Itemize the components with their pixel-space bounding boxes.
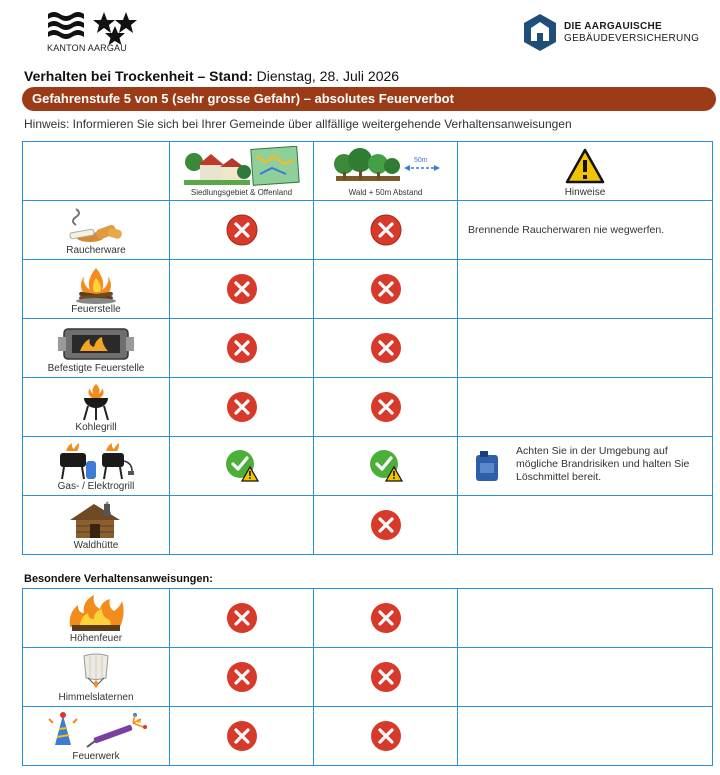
header-row [23, 142, 713, 201]
settlement-status-cell [170, 201, 314, 260]
forbidden-icon [226, 273, 258, 305]
activity-cell [23, 437, 170, 496]
settlement-status-cell [170, 589, 314, 648]
warning-icon [565, 148, 605, 189]
charcoal-grill-icon [76, 382, 116, 427]
activity-cell [23, 707, 170, 766]
kanton-label: KANTON AARGAU [47, 43, 127, 53]
activity-label: Waldhütte [73, 540, 119, 551]
forbidden-icon [370, 391, 402, 423]
activity-label: Feuerstelle [71, 304, 121, 315]
note-cell [458, 589, 713, 648]
settlement-status-cell [170, 496, 314, 555]
table-row [23, 648, 713, 707]
forbidden-icon [370, 214, 402, 246]
note-cell [458, 201, 713, 260]
allowed-caution-icon [225, 449, 259, 483]
fireworks-icon [41, 711, 151, 756]
settlement-status-cell [170, 707, 314, 766]
special-table [22, 588, 713, 766]
activity-label: Höhenfeuer [69, 633, 123, 644]
campfire-icon [71, 264, 121, 309]
fire-pit-icon [56, 323, 136, 368]
header-col-settlement-label: Siedlungsgebiet & Offenland [190, 188, 293, 197]
activity-label: Feuerwerk [72, 751, 120, 762]
header-col-forest-label: Wald + 50m Abstand [348, 188, 423, 197]
cigarette-icon [64, 205, 128, 250]
danger-level-banner: Gefahrenstufe 5 von 5 (sehr grosse Gefahr) – absolutes Feuerverbot [22, 87, 716, 111]
table-row [23, 378, 713, 437]
activity-cell [23, 378, 170, 437]
water-canister-icon [472, 449, 502, 488]
activity-cell [23, 201, 170, 260]
title-prefix: Verhalten bei Trockenheit – Stand: [24, 68, 253, 84]
forest-status-cell [314, 648, 458, 707]
forest-status-cell [314, 496, 458, 555]
main-table [22, 141, 713, 555]
forbidden-icon [226, 661, 258, 693]
village-map-icon [182, 146, 302, 193]
note-cell [458, 648, 713, 707]
activity-cell [23, 496, 170, 555]
table-row [23, 707, 713, 766]
forbidden-icon [226, 214, 258, 246]
note-cell [458, 319, 713, 378]
settlement-status-cell [170, 437, 314, 496]
allowed-caution-icon [369, 449, 403, 483]
header-empty-cell [23, 142, 170, 201]
forest-status-cell [314, 260, 458, 319]
forest-distance-icon [330, 148, 442, 191]
forest-status-cell [314, 437, 458, 496]
forbidden-icon [370, 661, 402, 693]
forest-status-cell [314, 589, 458, 648]
activity-cell [23, 589, 170, 648]
forest-hut-icon [64, 500, 128, 545]
forbidden-icon [370, 332, 402, 364]
title-date: Dienstag, 28. Juli 2026 [256, 68, 400, 84]
activity-label: Gas- / Elektrogrill [57, 481, 135, 492]
hint-text: Hinweis: Informieren Sie sich bei Ihrer Gemeinde über allfällige weitergehende Verhaltensanweisungen [24, 117, 572, 131]
table-row [23, 437, 713, 496]
forbidden-icon [226, 720, 258, 752]
note-text: Brennende Raucherwaren nie wegwerfen. [468, 223, 665, 236]
forbidden-icon [370, 720, 402, 752]
header-col-forest [314, 142, 458, 201]
agv-name-line2: GEBÄUDEVERSICHERUNG [564, 33, 700, 44]
sky-lantern-icon [76, 652, 116, 697]
table-row [23, 260, 713, 319]
activity-label: Kohlegrill [75, 422, 117, 433]
bonfire-icon [64, 593, 128, 638]
header-col-notes [458, 142, 713, 201]
forbidden-icon [370, 273, 402, 305]
activity-cell [23, 319, 170, 378]
forbidden-icon [226, 602, 258, 634]
distance-label: 50m [413, 157, 428, 164]
forbidden-icon [226, 391, 258, 423]
note-cell [458, 378, 713, 437]
table-row [23, 589, 713, 648]
header-col-notes-label: Hinweise [564, 187, 606, 198]
forbidden-icon [370, 602, 402, 634]
settlement-status-cell [170, 648, 314, 707]
activity-label: Himmelslaternen [58, 692, 134, 703]
activity-cell [23, 260, 170, 319]
note-cell [458, 496, 713, 555]
agv-name-line1: DIE AARGAUISCHE [564, 21, 663, 32]
settlement-status-cell [170, 319, 314, 378]
settlement-status-cell [170, 260, 314, 319]
activity-label: Befestigte Feuerstelle [47, 363, 145, 374]
note-cell [458, 437, 713, 496]
table-row [23, 496, 713, 555]
note-text: Achten Sie in der Umgebung auf mögliche Brandrisiken und halten Sie Löschmittel bereit. [516, 445, 690, 483]
activity-label: Raucherware [66, 245, 126, 256]
settlement-status-cell [170, 378, 314, 437]
special-section-title: Besondere Verhaltensanweisungen: [24, 573, 213, 585]
forest-status-cell [314, 707, 458, 766]
forest-status-cell [314, 319, 458, 378]
gas-grill-icon [56, 441, 136, 486]
note-cell [458, 260, 713, 319]
page-title [24, 68, 399, 84]
table-row [23, 319, 713, 378]
forbidden-icon [226, 332, 258, 364]
forest-status-cell [314, 201, 458, 260]
activity-cell [23, 648, 170, 707]
table-row [23, 201, 713, 260]
forest-status-cell [314, 378, 458, 437]
note-cell [458, 707, 713, 766]
forbidden-icon [370, 509, 402, 541]
header-col-settlement [170, 142, 314, 201]
